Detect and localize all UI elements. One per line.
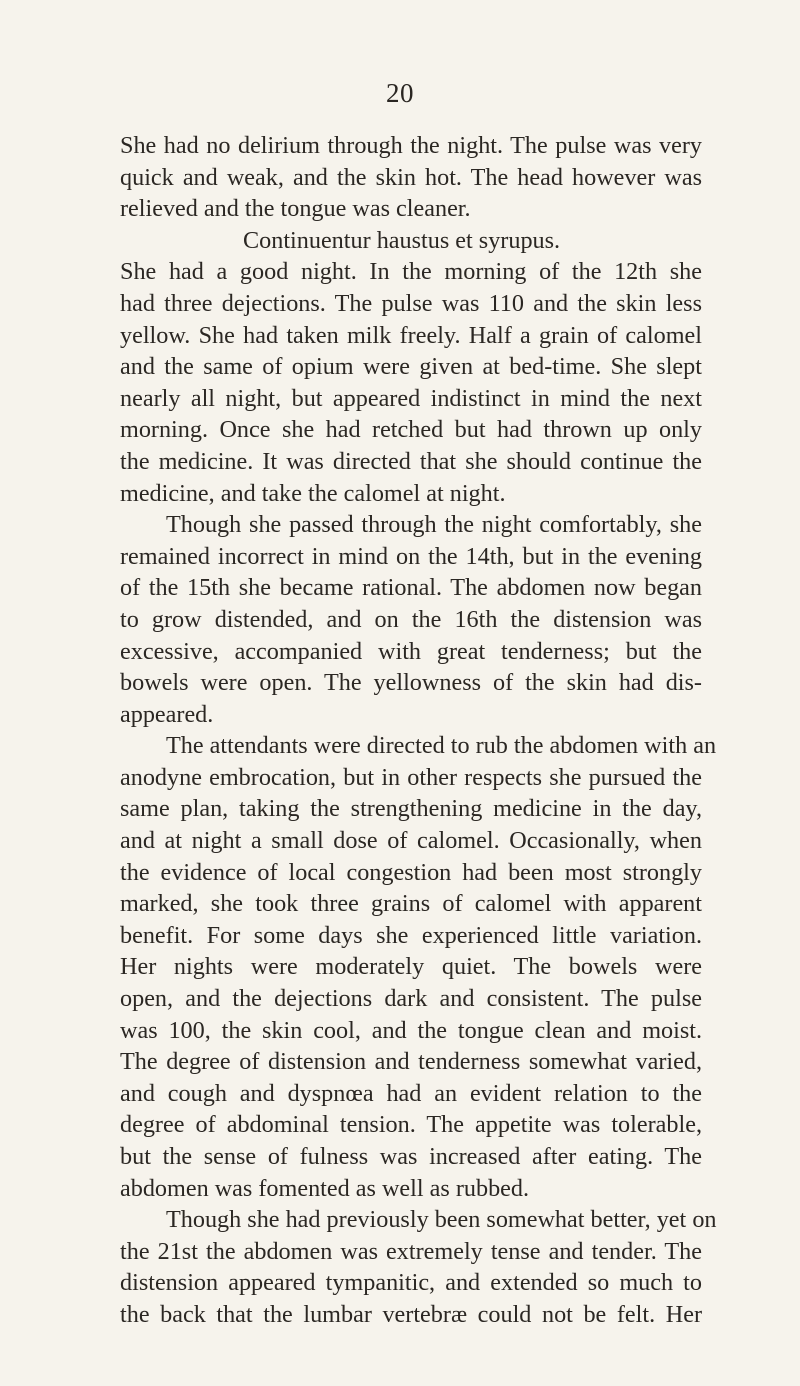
text-line: and the same of opium were given at bed-time. She slept [120,353,702,381]
text-line: the 21st the abdomen was extremely tense and tender. The [120,1237,702,1265]
text-line: and at night a small dose of calomel. Occasionally, when [120,827,702,855]
text-line: She had a good night. In the morning of the 12th she [120,258,702,286]
text-line: Though she passed through the night comfortably, she [166,511,702,539]
text-line: excessive, accompanied with great tenderness; but the [120,637,702,665]
text-line: distension appeared tympanitic, and extended so much to [120,1269,702,1297]
page-number: 20 [386,78,414,108]
text-line: morning. Once she had retched but had thrown up only [120,416,702,444]
text-line: appeared. [120,700,214,728]
text-line: anodyne embrocation, but in other respects she pursued the [120,763,702,791]
text-line: the evidence of local congestion had been most strongly [120,858,702,886]
text-line: degree of abdominal tension. The appetite was tolerable, [120,1111,702,1139]
text-line: nearly all night, but appeared indistinct in mind the next [120,384,702,412]
text-line: abdomen was fomented as well as rubbed. [120,1174,530,1202]
text-line: to grow distended, and on the 16th the distension was [120,605,702,633]
text-line: Continuentur haustus et syrupus. [243,226,561,254]
text-line: marked, she took three grains of calomel with apparent [120,890,702,918]
text-line: of the 15th she became rational. The abdomen now began [120,574,702,602]
text-line: the back that the lumbar vertebræ could not be felt. Her [120,1300,702,1328]
text-line: same plan, taking the strengthening medicine in the day, [120,795,702,823]
text-line: bowels were open. The yellowness of the skin had dis- [120,669,702,697]
text-line: She had no delirium through the night. The pulse was very [120,132,702,159]
body-text [120,130,717,1331]
text-line: yellow. She had taken milk freely. Half a grain of calomel [120,321,702,349]
text-line: but the sense of fulness was increased after eating. The [120,1143,702,1170]
text-line: Her nights were moderately quiet. The bowels were [120,953,702,981]
text-line: The attendants were directed to rub the abdomen with an [166,732,717,760]
text-line: was 100, the skin cool, and the tongue clean and moist. [120,1016,702,1044]
text-line: medicine, and take the calomel at night. [120,479,506,507]
text-line: relieved and the tongue was cleaner. [120,195,471,223]
text-line: had three dejections. The pulse was 110 and the skin less [120,289,702,317]
text-line: and cough and dyspnœa had an evident relation to the [120,1079,702,1107]
text-line: the medicine. It was directed that she should continue the [120,447,702,475]
text-line: quick and weak, and the skin hot. The head however was [120,163,702,191]
text-line: The degree of distension and tenderness somewhat varied, [120,1048,702,1076]
text-line: benefit. For some days she experienced little variation. [120,921,702,949]
text-line: remained incorrect in mind on the 14th, but in the evening [120,542,702,570]
text-line: open, and the dejections dark and consistent. The pulse [120,985,702,1013]
text-line: Though she had previously been somewhat better, yet on [166,1206,717,1234]
